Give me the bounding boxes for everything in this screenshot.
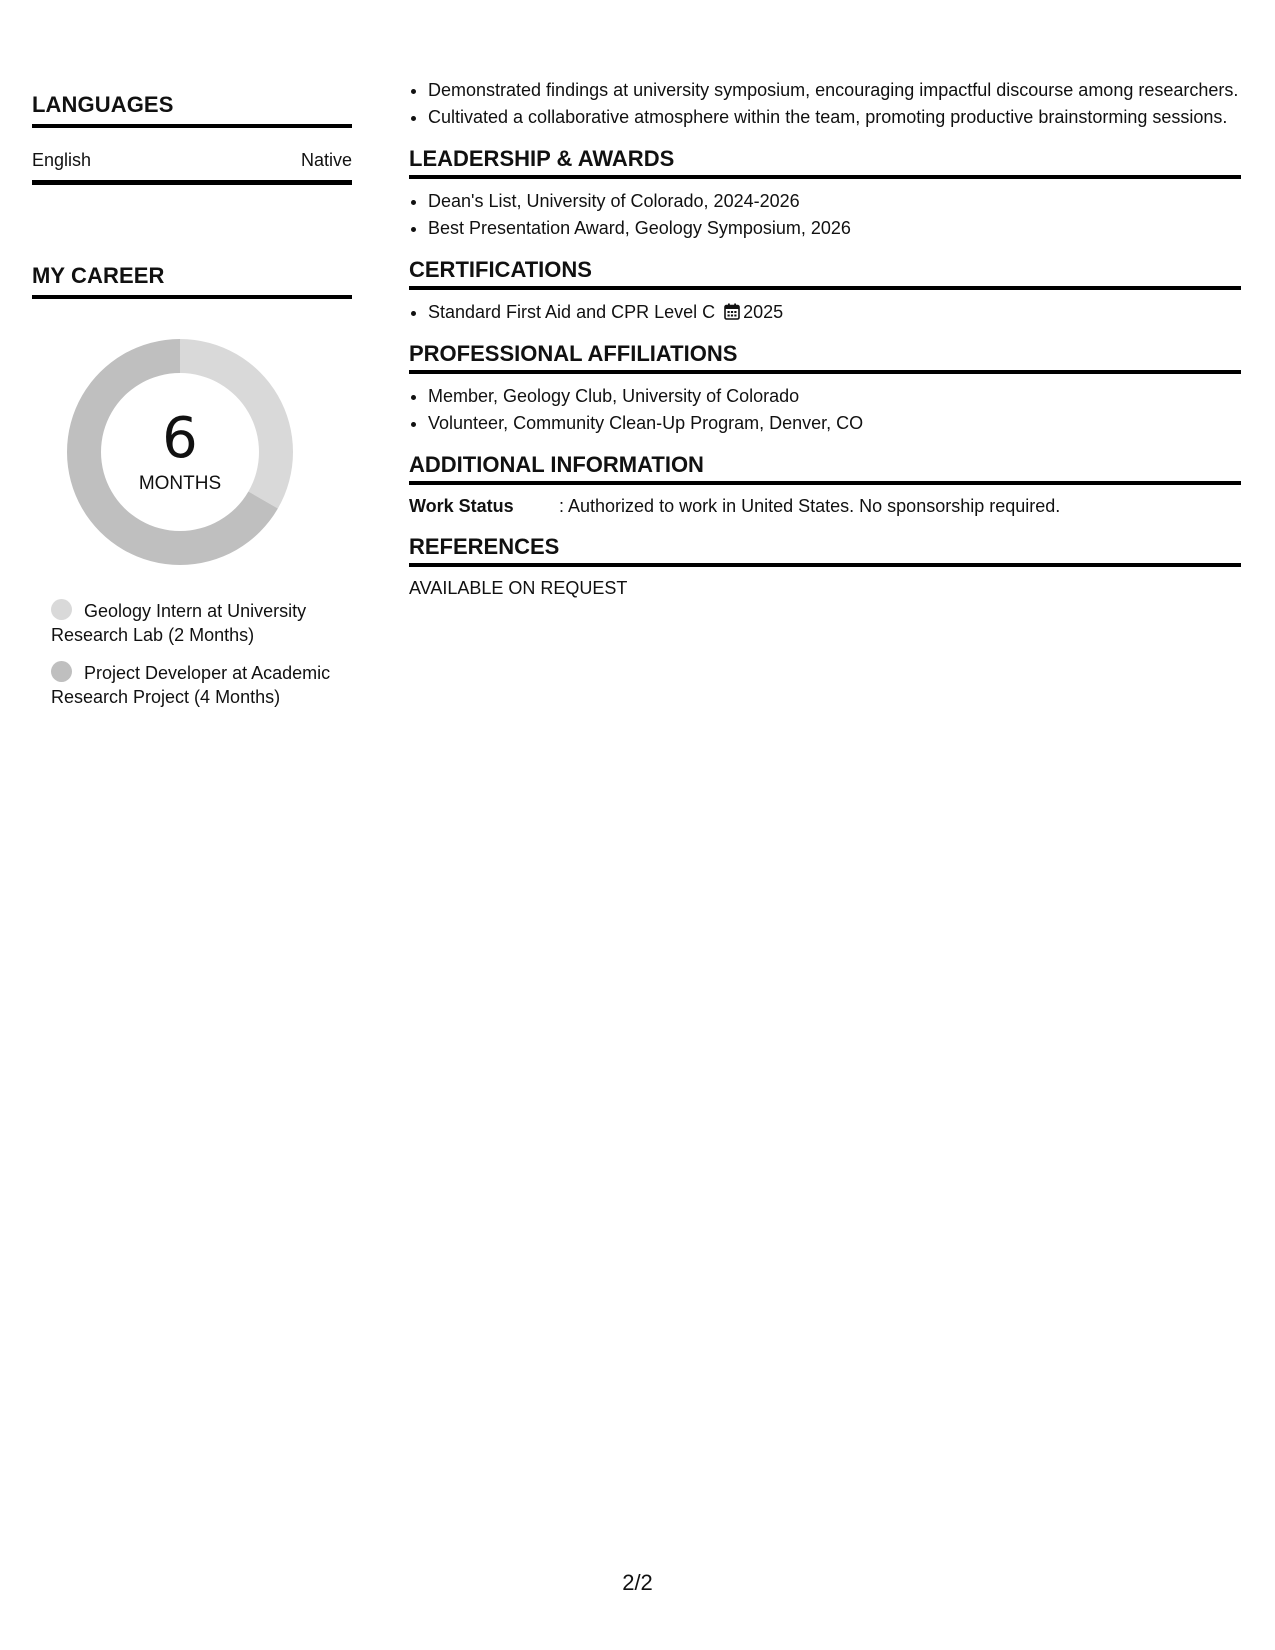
legend-dot-icon: [51, 599, 72, 620]
references-heading: REFERENCES: [409, 534, 1241, 567]
additional-section: [409, 452, 1241, 517]
references-text: AVAILABLE ON REQUEST: [409, 578, 628, 598]
legend-item: [51, 661, 331, 709]
certifications-list: [409, 300, 1241, 324]
certification-year: 2025: [743, 302, 784, 322]
legend-label: Geology Intern at University Research Lab (2 Months): [51, 601, 307, 645]
page-number: 2/2: [622, 1570, 653, 1595]
affiliation-item: • Member, Geology Club, University of Colorado: [428, 384, 1241, 408]
certifications-heading: CERTIFICATIONS: [409, 257, 1241, 290]
work-status-row: [409, 495, 1241, 517]
language-level: Native: [300, 150, 352, 170]
leadership-item: • Best Presentation Award, Geology Symposium, 2026: [428, 216, 1241, 240]
leadership-section: [409, 146, 1241, 240]
language-name: English: [32, 150, 92, 170]
experience-bullet: • Demonstrated findings at university symposium, encouraging impactful discourse among researchers.: [428, 78, 1241, 102]
affiliation-item: • Volunteer, Community Clean-Up Program, Denver, CO: [428, 411, 1241, 435]
certification-name: Standard First Aid and CPR Level C: [428, 302, 716, 322]
career-heading: MY CAREER: [32, 263, 352, 299]
donut-total-number: 6: [162, 406, 198, 471]
legend-dot-icon: [51, 661, 72, 682]
legend-label: Project Developer at Academic Research Project (4 Months): [51, 663, 331, 707]
certifications-section: [409, 257, 1241, 324]
work-status-value: : Authorized to work in United States. No sponsorship required.: [559, 496, 1061, 516]
affiliations-heading: PROFESSIONAL AFFILIATIONS: [409, 341, 1241, 374]
donut-total-unit: MONTHS: [138, 473, 222, 494]
leadership-list: [409, 189, 1241, 240]
right-column: [409, 78, 1241, 599]
career-donut-chart: [67, 339, 293, 565]
leadership-heading: LEADERSHIP & AWARDS: [409, 146, 1241, 179]
references-section: [409, 534, 1241, 599]
affiliations-section: [409, 341, 1241, 435]
leadership-item: • Dean's List, University of Colorado, 2024-2026: [428, 189, 1241, 213]
languages-heading: LANGUAGES: [32, 92, 352, 128]
left-column: [32, 92, 352, 723]
affiliations-list: [409, 384, 1241, 435]
experience-bullet: • Cultivated a collaborative atmosphere within the team, promoting productive brainstorming sessions.: [428, 105, 1241, 129]
legend-item: [51, 599, 331, 647]
certification-item: [428, 300, 1241, 324]
language-row: [32, 128, 352, 185]
calendar-icon: [724, 302, 740, 319]
additional-heading: ADDITIONAL INFORMATION: [409, 452, 1241, 485]
career-legend: [51, 599, 331, 709]
experience-bullet-list: [409, 78, 1241, 129]
donut-center: [67, 339, 293, 565]
work-status-label: Work Status: [409, 496, 514, 516]
